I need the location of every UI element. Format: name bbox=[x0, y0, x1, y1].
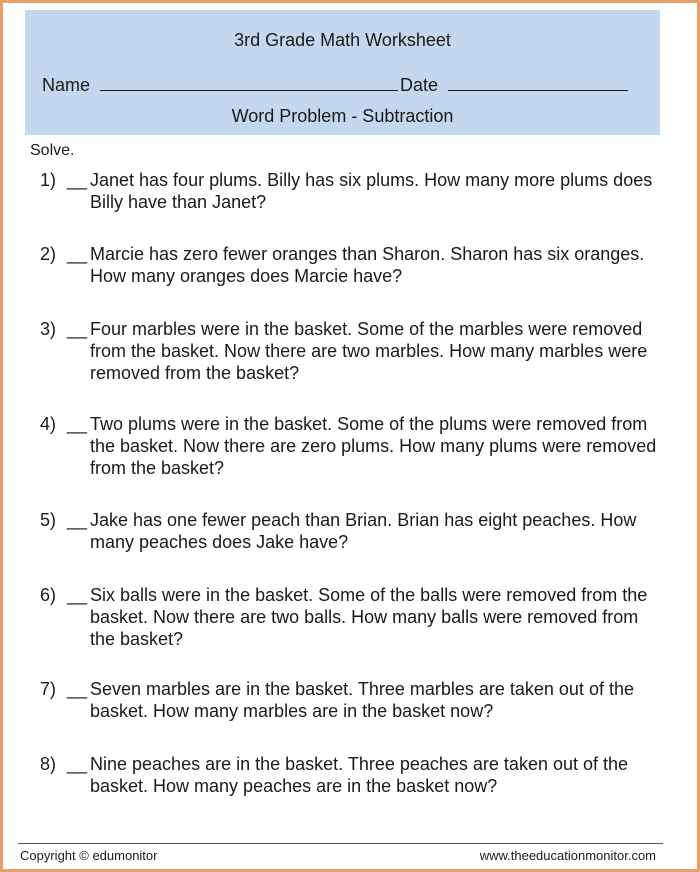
worksheet-subtitle: Word Problem - Subtraction bbox=[231, 106, 454, 126]
footer-divider bbox=[18, 843, 663, 844]
problem-number: 8) bbox=[40, 754, 57, 774]
problem-text: Two plums were in the basket. Some of the plums were removed from the basket. Now there are zero plums. How many plums were removed from the basket? bbox=[90, 414, 657, 478]
problem-number: 3) bbox=[40, 319, 57, 339]
answer-blank[interactable]: __ bbox=[67, 414, 88, 434]
instructions: Solve. bbox=[30, 142, 75, 159]
answer-blank[interactable]: __ bbox=[67, 754, 88, 774]
name-date-row bbox=[42, 73, 642, 96]
answer-blank[interactable]: __ bbox=[67, 170, 88, 190]
answer-blank[interactable]: __ bbox=[67, 510, 88, 530]
worksheet-header bbox=[25, 10, 660, 135]
answer-blank[interactable]: __ bbox=[67, 585, 88, 605]
problem-number: 5) bbox=[40, 510, 57, 530]
worksheet-title: 3rd Grade Math Worksheet bbox=[234, 30, 451, 50]
name-label: Name bbox=[42, 75, 91, 95]
problem-text: Janet has four plums. Billy has six plums. How many more plums does Billy have than Janet? bbox=[90, 170, 653, 212]
problem-text: Four marbles were in the basket. Some of the marbles were removed from the basket. Now there are two marbles. How many marbles were removed from the basket? bbox=[90, 319, 648, 383]
name-blank-line[interactable] bbox=[100, 73, 398, 91]
problem-number: 1) bbox=[40, 170, 57, 190]
answer-blank[interactable]: __ bbox=[67, 319, 88, 339]
problem-number: 2) bbox=[40, 244, 57, 264]
date-label: Date bbox=[400, 75, 439, 95]
website-link[interactable]: www.theeducationmonitor.com bbox=[479, 848, 656, 863]
copyright-text: Copyright © edumonitor bbox=[20, 848, 158, 863]
problem-number: 4) bbox=[40, 414, 57, 434]
answer-blank[interactable]: __ bbox=[67, 244, 88, 264]
problem-text: Six balls were in the basket. Some of the balls were removed from the basket. Now there are two balls. How many balls were removed from the basket? bbox=[90, 585, 648, 649]
problem-text: Nine peaches are in the basket. Three peaches are taken out of the basket. How many peaches are in the basket now? bbox=[90, 754, 629, 796]
problem-text: Marcie has zero fewer oranges than Sharon. Sharon has six oranges. How many oranges does Marcie have? bbox=[90, 244, 645, 286]
problem-text: Jake has one fewer peach than Brian. Brian has eight peaches. How many peaches does Jake have? bbox=[90, 510, 637, 552]
answer-blank[interactable]: __ bbox=[67, 679, 88, 699]
date-blank-line[interactable] bbox=[448, 73, 628, 91]
problem-number: 6) bbox=[40, 585, 57, 605]
problem-number: 7) bbox=[40, 679, 57, 699]
problem-text: Seven marbles are in the basket. Three marbles are taken out of the basket. How many marbles are in the basket now? bbox=[90, 679, 634, 721]
